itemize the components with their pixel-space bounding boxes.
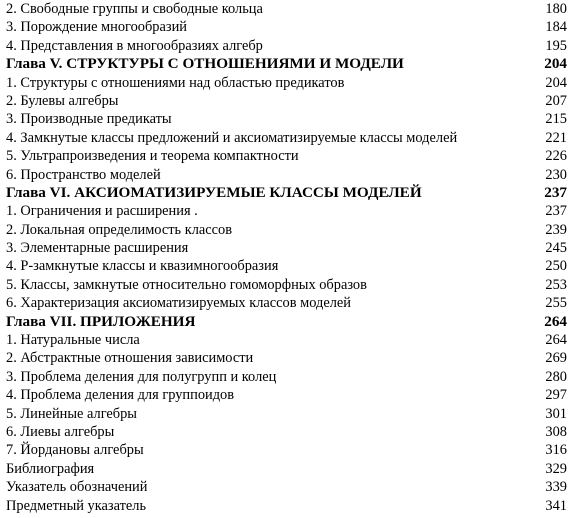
- toc-entry-page: 339: [545, 479, 567, 496]
- toc-entry-title: 2. Абстрактные отношения зависимости: [6, 350, 254, 367]
- toc-entry: [6, 257, 567, 275]
- toc-entry: [6, 460, 567, 478]
- toc-entry-page: 237: [545, 203, 567, 220]
- toc-entry-title: 4. Замкнутые классы предложений и аксиоматизируемые классы моделей: [6, 129, 458, 146]
- toc-entry-page: 269: [545, 350, 567, 367]
- toc-entry-title: 6. Характеризация аксиоматизируемых классов моделей: [6, 295, 352, 312]
- toc-entry-page: 301: [545, 405, 567, 422]
- toc-entry-page: 308: [545, 423, 567, 440]
- toc-entry: [6, 37, 567, 55]
- toc-entry-title: 2. Локальная определимость классов: [6, 221, 233, 238]
- toc-entry: [6, 349, 567, 367]
- toc-entry-page: 204: [545, 74, 567, 91]
- table-of-contents: [6, 0, 567, 515]
- toc-entry: [6, 129, 567, 147]
- toc-entry: [6, 0, 567, 18]
- toc-chapter-title: Глава V. СТРУКТУРЫ С ОТНОШЕНИЯМИ И МОДЕЛИ: [6, 55, 404, 73]
- toc-entry-page: 329: [545, 460, 567, 477]
- toc-entry-title: 3. Производные предикаты: [6, 111, 172, 128]
- toc-entry-page: 215: [545, 111, 567, 128]
- toc-entry-page: 245: [545, 240, 567, 257]
- toc-entry: [6, 18, 567, 36]
- toc-entry-title: Указатель обозначений: [6, 479, 148, 496]
- toc-entry-page: 341: [545, 497, 567, 514]
- toc-entry: [6, 368, 567, 386]
- toc-entry-title: 7. Йордановы алгебры: [6, 442, 144, 459]
- toc-entry-title: 1. Натуральные числа: [6, 332, 140, 349]
- toc-chapter-title: Глава VI. АКСИОМАТИЗИРУЕМЫЕ КЛАССЫ МОДЕЛЕЙ: [6, 183, 422, 201]
- toc-chapter-page: 264: [544, 312, 567, 330]
- toc-entry-page: 207: [545, 92, 567, 109]
- toc-chapter-title: Глава VII. ПРИЛОЖЕНИЯ: [6, 312, 196, 330]
- toc-chapter-page: 237: [544, 183, 567, 201]
- toc-chapter-page: 204: [544, 55, 567, 73]
- toc-entry-page: 239: [545, 221, 567, 238]
- toc-entry-title: 3. Элементарные расширения: [6, 240, 189, 257]
- toc-entry: [6, 441, 567, 459]
- toc-entry-title: 5. Ультрапроизведения и теорема компактности: [6, 148, 299, 165]
- toc-entry-page: 255: [545, 295, 567, 312]
- toc-entry: [6, 74, 567, 92]
- toc-entry-page: 180: [545, 1, 567, 17]
- toc-entry: [6, 497, 567, 515]
- toc-entry: [6, 221, 567, 239]
- toc-entry-title: 4. Р-замкнутые классы и квазимногообразия: [6, 258, 279, 275]
- toc-entry: [6, 423, 567, 441]
- toc-chapter-heading: [6, 55, 567, 73]
- toc-entry: [6, 276, 567, 294]
- toc-entry-page: 297: [545, 387, 567, 404]
- toc-entry-title: 6. Лиевы алгебры: [6, 423, 115, 440]
- toc-entry: [6, 478, 567, 496]
- toc-entry-title: 6. Пространство моделей: [6, 166, 161, 183]
- toc-entry-page: 264: [545, 332, 567, 349]
- toc-entry-page: 230: [545, 166, 567, 183]
- toc-entry-title: 1. Структуры с отношениями над областью предикатов: [6, 74, 345, 91]
- toc-chapter-heading: [6, 184, 567, 202]
- toc-entry-title: 2. Булевы алгебры: [6, 92, 119, 109]
- toc-entry: [6, 239, 567, 257]
- toc-entry-page: 221: [545, 129, 567, 146]
- toc-entry-page: 250: [545, 258, 567, 275]
- toc-entry: [6, 294, 567, 312]
- toc-entry-title: 3. Порождение многообразий: [6, 19, 187, 36]
- toc-entry-title: 4. Представления в многообразиях алгебр: [6, 37, 263, 54]
- toc-entry: [6, 92, 567, 110]
- toc-entry: [6, 331, 567, 349]
- toc-entry: [6, 110, 567, 128]
- toc-entry-title: 5. Линейные алгебры: [6, 405, 137, 422]
- toc-entry: [6, 202, 567, 220]
- toc-entry: [6, 405, 567, 423]
- toc-entry-title: Предметный указатель: [6, 497, 147, 514]
- toc-entry: [6, 386, 567, 404]
- toc-entry: [6, 147, 567, 165]
- toc-entry-title: 3. Проблема деления для полугрупп и колец: [6, 368, 277, 385]
- toc-entry-page: 226: [545, 148, 567, 165]
- toc-entry-page: 184: [545, 19, 567, 36]
- toc-entry-page: 253: [545, 276, 567, 293]
- toc-entry-title: 1. Ограничения и расширения .: [6, 203, 198, 220]
- toc-entry: [6, 166, 567, 184]
- toc-chapter-heading: [6, 313, 567, 331]
- toc-entry-title: 4. Проблема деления для группоидов: [6, 387, 235, 404]
- toc-entry-title: Библиография: [6, 460, 95, 477]
- toc-entry-title: 5. Классы, замкнутые относительно гомоморфных образов: [6, 276, 367, 293]
- toc-entry-page: 316: [545, 442, 567, 459]
- toc-entry-page: 280: [545, 368, 567, 385]
- toc-entry-title: 2. Свободные группы и свободные кольца: [6, 1, 263, 17]
- toc-entry-page: 195: [545, 37, 567, 54]
